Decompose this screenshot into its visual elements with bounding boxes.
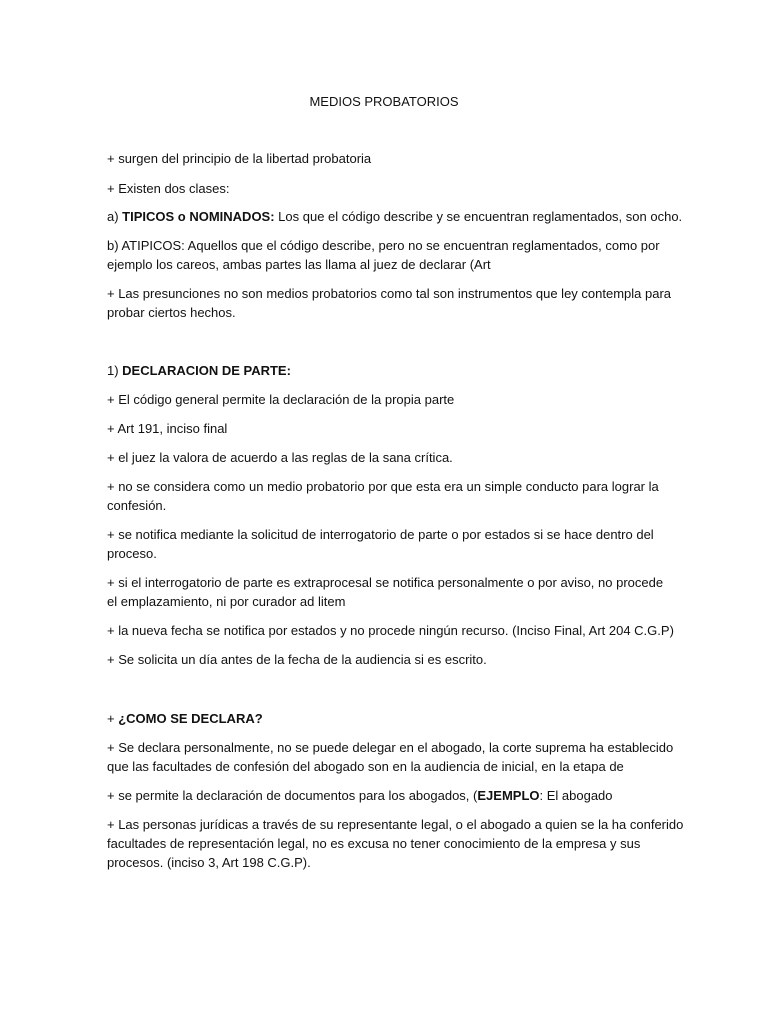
- paragraph-line: el emplazamiento, ni por curador ad litem: [107, 594, 346, 609]
- section-heading: [107, 363, 291, 379]
- text-run: +: [107, 711, 119, 726]
- paragraph-line: + Las personas jurídicas a través de su representante legal, o el abogado a quien se la ha conferido: [107, 817, 684, 832]
- paragraph-line: + Art 191, inciso final: [107, 421, 228, 436]
- paragraph-line: + Existen dos clases:: [107, 181, 230, 196]
- bold-term: EJEMPLO: [477, 788, 540, 803]
- paragraph-line: + el juez la valora de acuerdo a las reglas de la sana crítica.: [107, 450, 453, 465]
- paragraph-line: que las facultades de confesión del abogado son en la audiencia de inicial, en la etapa de: [107, 759, 624, 774]
- paragraph-line: [107, 209, 682, 225]
- bold-term: DECLARACION DE PARTE:: [122, 363, 291, 378]
- document-title: MEDIOS PROBATORIOS: [309, 94, 459, 109]
- section-heading: [107, 711, 263, 727]
- paragraph-line: + surgen del principio de la libertad probatoria: [107, 151, 372, 166]
- paragraph-line: confesión.: [107, 498, 167, 513]
- paragraph-line: + se notifica mediante la solicitud de interrogatorio de parte o por estados si se hace dentro del: [107, 527, 654, 542]
- paragraph-line: + Se declara personalmente, no se puede delegar en el abogado, la corte suprema ha establecido: [107, 740, 674, 755]
- paragraph-line: [107, 788, 613, 804]
- paragraph-line: + Se solicita un día antes de la fecha de la audiencia si es escrito.: [107, 652, 487, 667]
- paragraph-line: + no se considera como un medio probatorio por que esta era un simple conducto para lograr la: [107, 479, 659, 494]
- text-run: Los que el código describe y se encuentran reglamentados, son ocho.: [274, 209, 683, 224]
- paragraph-line: b) ATIPICOS: Aquellos que el código describe, pero no se encuentran reglamentados, como por: [107, 238, 660, 253]
- bold-term: TIPICOS o NOMINADOS:: [122, 209, 275, 224]
- text-run: : El abogado: [539, 788, 613, 803]
- paragraph-line: probar ciertos hechos.: [107, 305, 236, 320]
- paragraph-line: facultades de representación legal, no es excusa no tener conocimiento de la empresa y sus: [107, 836, 641, 851]
- text-run: + se permite la declaración de documentos para los abogados, (: [107, 788, 478, 803]
- paragraph-line: proceso.: [107, 546, 157, 561]
- paragraph-line: ejemplo los careos, ambas partes las llama al juez de declarar (Art: [107, 257, 491, 272]
- paragraph-line: + El código general permite la declaración de la propia parte: [107, 392, 455, 407]
- paragraph-line: + la nueva fecha se notifica por estados y no procede ningún recurso. (Inciso Final, Art 204 C.G.P): [107, 623, 674, 638]
- text-run: a): [107, 209, 123, 224]
- paragraph-line: + Las presunciones no son medios probatorios como tal son instrumentos que ley contempla para: [107, 286, 672, 301]
- bold-term: ¿COMO SE DECLARA?: [118, 711, 263, 726]
- text-run: 1): [107, 363, 123, 378]
- paragraph-line: + si el interrogatorio de parte es extraprocesal se notifica personalmente o por aviso, no procede: [107, 575, 664, 590]
- paragraph-line: procesos. (inciso 3, Art 198 C.G.P).: [107, 855, 311, 870]
